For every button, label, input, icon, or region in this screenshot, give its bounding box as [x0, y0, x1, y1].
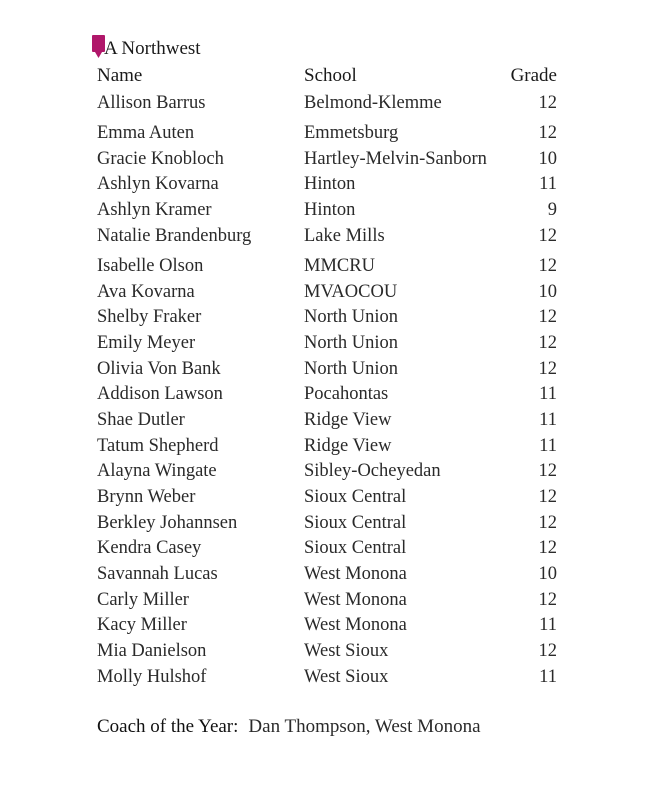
cell-name: Carly Miller: [97, 590, 189, 610]
cell-school: Lake Mills: [304, 226, 385, 246]
cell-grade: 12: [538, 123, 557, 143]
table-row: [0, 484, 655, 510]
cell-school: Pocahontas: [304, 384, 389, 404]
cell-grade: 12: [538, 513, 557, 533]
table-row: [0, 561, 655, 587]
cell-school: Sioux Central: [304, 513, 407, 533]
cell-grade: 12: [538, 641, 557, 661]
cell-name: Alayna Wingate: [97, 461, 217, 481]
table-row: [0, 535, 655, 561]
cell-name: Ashlyn Kovarna: [97, 174, 219, 194]
cell-school: West Sioux: [304, 667, 389, 687]
table-row: [0, 330, 655, 356]
coach-separator: :: [233, 716, 239, 737]
cell-school: MMCRU: [304, 256, 375, 276]
cell-school: Hinton: [304, 174, 356, 194]
cell-grade: 12: [538, 333, 557, 353]
cell-name: Mia Danielson: [97, 641, 207, 661]
section-title-text: A Northwest: [104, 38, 201, 59]
cell-school: West Sioux: [304, 641, 389, 661]
cell-name: Gracie Knobloch: [97, 149, 224, 169]
table-row: [0, 304, 655, 330]
cell-name: Kacy Miller: [97, 615, 187, 635]
table-row: [0, 407, 655, 433]
cell-school: West Monona: [304, 590, 407, 610]
cell-name: Savannah Lucas: [97, 564, 218, 584]
table-row: [0, 638, 655, 664]
cell-school: Ridge View: [304, 410, 392, 430]
cell-name: Olivia Von Bank: [97, 359, 221, 379]
cell-name: Ava Kovarna: [97, 282, 195, 302]
cell-grade: 10: [538, 564, 557, 584]
table-row: [0, 146, 655, 172]
coach-label: Coach of the Year: [97, 716, 234, 737]
cell-name: Molly Hulshof: [97, 667, 207, 687]
cell-grade: 11: [539, 615, 557, 635]
cell-grade: 11: [539, 410, 557, 430]
cell-grade: 12: [538, 93, 557, 113]
cell-school: Ridge View: [304, 436, 392, 456]
cell-grade: 10: [538, 282, 557, 302]
cell-school: Hinton: [304, 200, 356, 220]
cell-school: North Union: [304, 307, 399, 327]
cell-school: West Monona: [304, 564, 407, 584]
table-row: [0, 120, 655, 146]
cell-grade: 12: [538, 226, 557, 246]
section-title: [92, 36, 201, 62]
cell-grade: 12: [538, 359, 557, 379]
cell-school: MVAOCOU: [304, 282, 398, 302]
table-row: [0, 381, 655, 407]
table-row: [0, 510, 655, 536]
cell-grade: 12: [538, 461, 557, 481]
cell-grade: 11: [539, 174, 557, 194]
cell-name: Emily Meyer: [97, 333, 196, 353]
cell-grade: 12: [538, 256, 557, 276]
cell-grade: 11: [539, 436, 557, 456]
column-header-name: Name: [97, 65, 143, 86]
cell-name: Tatum Shepherd: [97, 436, 219, 456]
cell-name: Addison Lawson: [97, 384, 223, 404]
cell-school: Hartley-Melvin-Sanborn: [304, 149, 487, 169]
cell-name: Natalie Brandenburg: [97, 226, 252, 246]
table-row: [0, 458, 655, 484]
table-row: [0, 253, 655, 279]
column-header-school: School: [304, 65, 357, 86]
table-row: [0, 171, 655, 197]
cell-name: Shelby Fraker: [97, 307, 202, 327]
table-row: [0, 664, 655, 690]
cell-name: Isabelle Olson: [97, 256, 204, 276]
cell-school: Emmetsburg: [304, 123, 399, 143]
coach-of-the-year: [97, 714, 481, 740]
table-row: [0, 587, 655, 613]
cell-school: North Union: [304, 333, 399, 353]
table-row: [0, 612, 655, 638]
cell-grade: 9: [547, 200, 557, 220]
cell-name: Ashlyn Kramer: [97, 200, 212, 220]
table-row: [0, 279, 655, 305]
table-row: [0, 356, 655, 382]
cell-grade: 11: [539, 667, 557, 687]
cell-name: Berkley Johannsen: [97, 513, 238, 533]
cell-name: Emma Auten: [97, 123, 195, 143]
cell-grade: 12: [538, 487, 557, 507]
table-row: [0, 223, 655, 249]
column-header-grade: Grade: [510, 65, 557, 86]
cell-grade: 12: [538, 590, 557, 610]
cell-name: Kendra Casey: [97, 538, 202, 558]
cell-school: Belmond-Klemme: [304, 93, 442, 113]
table-row: [0, 197, 655, 223]
table-row: [0, 90, 655, 116]
table-row: [0, 433, 655, 459]
cell-grade: 12: [538, 538, 557, 558]
cell-school: Sibley-Ocheyedan: [304, 461, 441, 481]
cell-school: Sioux Central: [304, 487, 407, 507]
cell-school: Sioux Central: [304, 538, 407, 558]
cell-grade: 10: [538, 149, 557, 169]
cell-name: Allison Barrus: [97, 93, 206, 113]
cell-grade: 11: [539, 384, 557, 404]
coach-value: Dan Thompson, West Monona: [248, 716, 481, 737]
cell-name: Shae Dutler: [97, 410, 185, 430]
cell-grade: 12: [538, 307, 557, 327]
cell-school: North Union: [304, 359, 399, 379]
cell-name: Brynn Weber: [97, 487, 196, 507]
cell-school: West Monona: [304, 615, 407, 635]
